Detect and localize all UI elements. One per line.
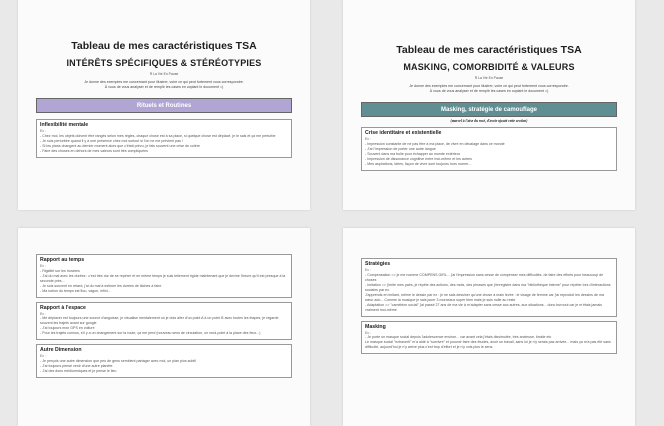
example-label: Ex : [365, 137, 371, 141]
list-item: Le masque social "extraverti" m'a aidé à "survivre" et pouvoir faire des études, avoir un travail, sans lui je n'y serais pas arrivée... mais ça m'a pas été sans difficulté, aujourd'hui je n'y arrive plus c'est trop d'effort et je n'y vois plus le sens. [365, 340, 611, 349]
intro-text [343, 84, 635, 94]
section-title: Autre Dimension [40, 347, 82, 353]
page-title: Tableau de mes caractéristiques TSA [396, 44, 582, 56]
section-title: Rapport au temps [40, 257, 85, 263]
page-subtitle: MASKING, COMORBIDITÉ & VALEURS [403, 62, 575, 72]
intro-text [18, 80, 310, 90]
section-banner: Rituels et Routines [36, 98, 292, 113]
section-title: Masking [365, 323, 386, 330]
list-item: - Impression de dissonance cognitive entre moi-même et les autres [365, 156, 472, 161]
list-item: - Je suis perturbée quand il y a une présence chez moi surtout si l'on ne me prévient pas ! [40, 138, 183, 143]
page-masking [343, 0, 635, 210]
list-item: - Je porte un masque social depuis l'adolescence environ... car avant cela j'étais dissimulée, très anxieuse, timide etc [365, 335, 552, 339]
list-item: - Pour les trajets connus, s'il y a un changement sur la route, ça me perd (nouveau sens de circulation, un rond-point à la place des feux...) [40, 331, 261, 335]
section-box-dimension[interactable] [36, 344, 292, 378]
list-item: - J'ai des dons médiumniques et je pense le lieu [40, 368, 117, 373]
section-box[interactable] [36, 119, 292, 158]
list-item: - J'ai toujours pensé venir d'une autre planète [40, 363, 113, 368]
banner-note: (marcel à l'aise du rosé, d'avoir ajouté cette section) [450, 119, 528, 123]
intro-line-1: Je donne des exemples me concernant pour illustrer, voire ce qui peut fortement vous correspondre. [84, 80, 244, 84]
list-item: - Mes aspirations, idées, façon de vivre sont toujours hors norme... [365, 161, 472, 166]
list-item: - Si les plans changent au dernier moment alors que c'était prévu, je fais souvent une crise de colère [40, 143, 200, 148]
section-box-temps[interactable] [36, 254, 292, 298]
list-item: - J'ai l'impression de porter une autre langue [365, 146, 436, 151]
list-item: - Compensation => je me nomme COMPENS GIRL... j'ai l'impression sans cesse de compenser mes difficultés, de faire des efforts pour beaucoup de choses [365, 272, 604, 282]
section-title: Inflexibilité mentale [40, 122, 89, 128]
page-temps-espace [18, 228, 310, 426]
page-interets [18, 0, 310, 210]
example-label: Ex : [40, 311, 46, 316]
example-label: Ex : [365, 268, 371, 272]
example-label: Ex : [40, 354, 46, 358]
section-box[interactable] [361, 127, 617, 171]
page-subtitle: INTÉRÊTS SPÉCIFIQUES & STÉRÉOTYPIES [66, 58, 262, 68]
section-title: Crise identitaire et existentielle [365, 130, 442, 136]
page-strategies [343, 228, 635, 426]
list-item: - Impression constante de ne pas être à ma place, de vivre en décalage dans ce monde [365, 141, 505, 146]
page-title: Tableau de mes caractéristiques TSA [71, 40, 257, 52]
intro-line-2: À vous de vous analyser et de remplir les cases en copiant le document =) [104, 85, 224, 89]
list-item: - J'ai du mal avec les durées : c'est très dur de se repérer et en même temps je suis tellement rigide maintenant que je devine l'heure qu'il est presque à la seconde près... [40, 273, 286, 283]
list-item: - Me déplacer est toujours une source d'angoisse, je visualise mentalement où je dois aller d'un point A à un point B avec toutes les étapes, je regarde souvent les trajets avant sur google [40, 316, 279, 325]
intro-line-1: Je donne des exemples me concernant pour illustrer, voire ce qui peut fortement vous correspondre. [409, 84, 569, 88]
list-item: - Je suis souvent en retard, j'ai du mal à estimer les durées de tâches à faire [40, 283, 162, 288]
section-box-masking[interactable] [361, 321, 617, 355]
section-title: Rapport à l'espace [40, 304, 86, 311]
author-credit: R La Vie En Pause [149, 72, 179, 76]
list-item: - Imitation => j'imite mes pairs, je répète des actions, des mots, des phrases que j'enregistre dans ma "bibliothèque interne" pour répéter lors d'interactions sociales par ex. [365, 282, 611, 292]
section-title: Stratégies [365, 261, 391, 267]
intro-line-2: À vous de vous analyser et de remplir les cases en copiant le document =) [429, 89, 549, 93]
list-item: - J'ai toujours mon GPS en voiture [40, 326, 95, 330]
list-item: - Faire des choses en dehors de mes valeurs sont très compliquées [40, 148, 148, 153]
section-box-strategies[interactable] [361, 258, 617, 317]
author-credit: R La Vie En Pause [474, 76, 504, 80]
section-banner: Masking, stratégie de camouflage [361, 102, 617, 117]
list-item: - Chez moi, les objets doivent être rangés selon mes règles, chaque chose est à sa place, si quelque chose est déplacé, je le sais et ça me perturbe [40, 133, 276, 138]
list-item: - Je perçois une autre dimension que peu de gens semblent partager avec moi, un plan plus subtil [40, 358, 197, 363]
example-label: Ex : [40, 264, 46, 268]
list-item: - Ma notion du temps est flou, vague, infini... [40, 288, 111, 293]
list-item: - Souvent dans ma bulle pour échapper au monde extérieur [365, 151, 460, 156]
list-item: J'apprends en imitant, même le dessin par ex : je ne sais dessiner qu'une chose à main levée : le visage de femme car j'ai reproduit les dessins de ma sœur ado... Comme la musique je sais jouer 3 morceaux super bien mais je suis nulle au reste [365, 292, 604, 302]
list-item: - Adaptation => "caméléon social" j'ai passé 27 ans de ma vie à m'adapter sans cesse aux autres, aux situations... donc burnout car je m'étais jamais vraiment moi-même [365, 302, 602, 312]
example-label: Ex : [365, 330, 371, 335]
example-label: Ex : [40, 129, 46, 133]
section-box-espace[interactable] [36, 302, 292, 341]
list-item: - Rigidité sur les horaires [40, 268, 80, 273]
